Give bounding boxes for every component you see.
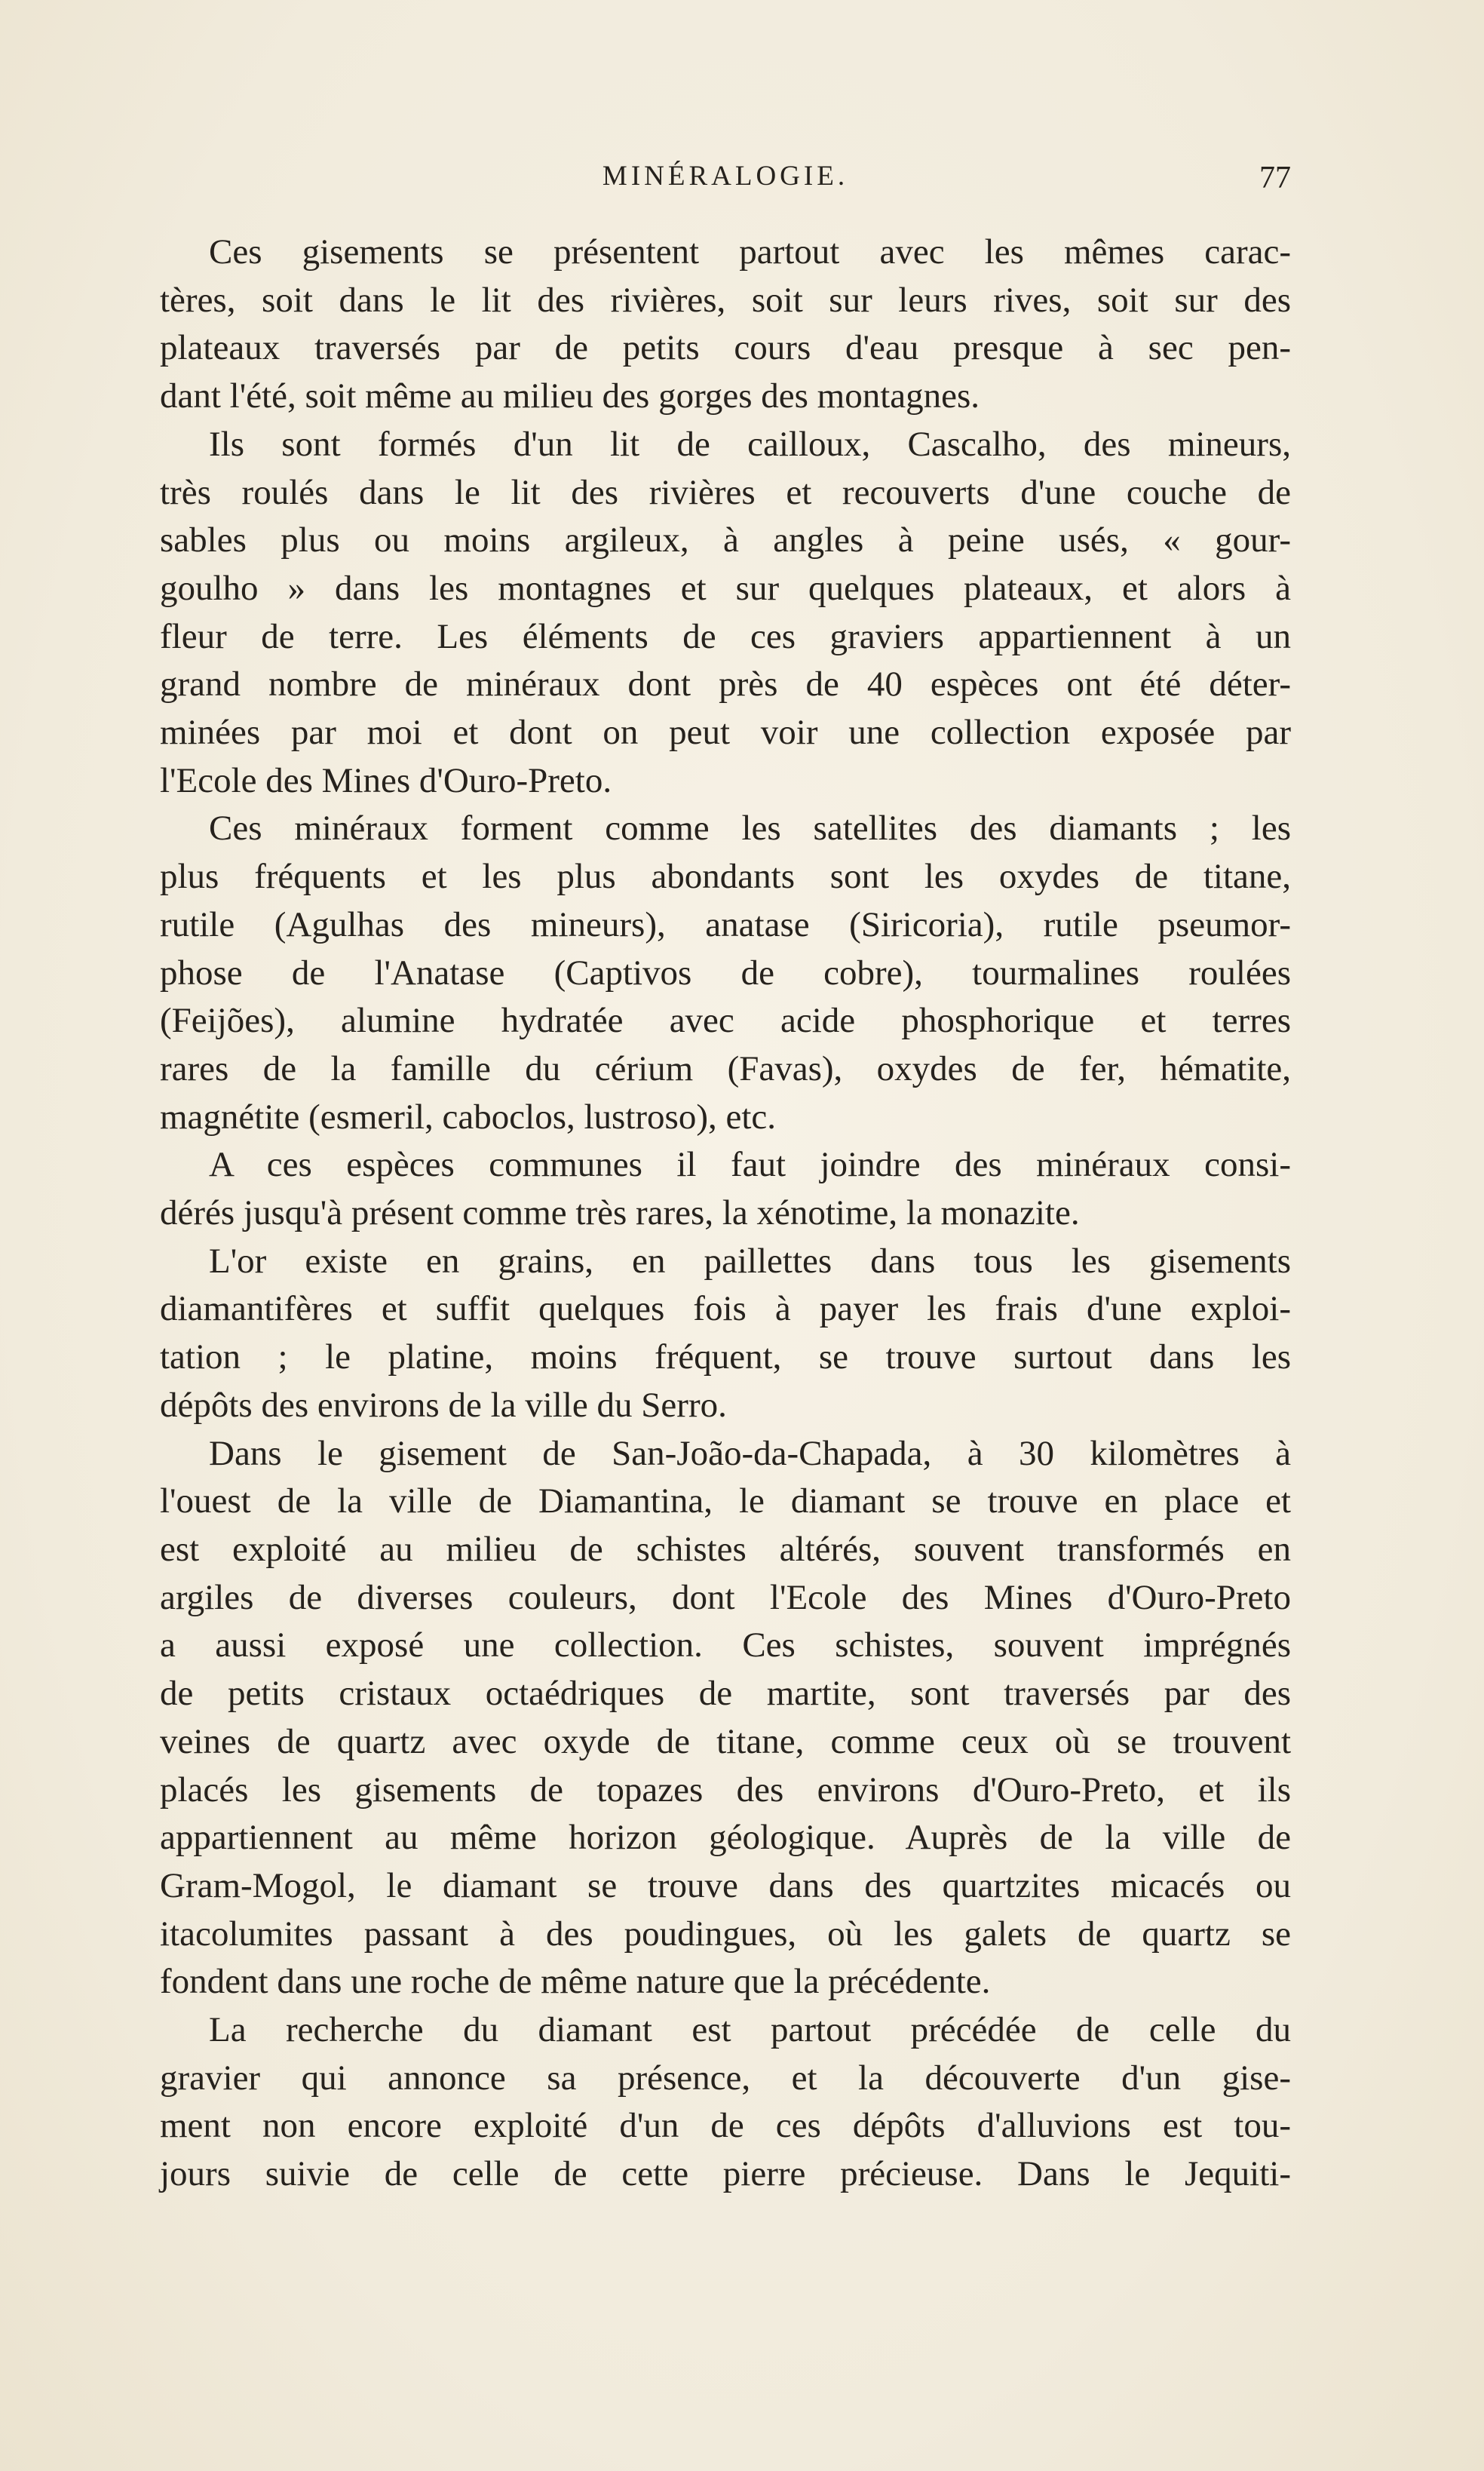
- text-line: a aussi exposé une collection. Ces schistes, souvent imprégnés: [160, 1625, 1291, 1665]
- text-line: diamantifères et suffit quelques fois à payer les frais d'une exploi-: [160, 1289, 1291, 1329]
- text-line: Ils sont formés d'un lit de cailloux, Cascalho, des mineurs,: [209, 424, 1291, 464]
- paragraph: [160, 2006, 1291, 2199]
- text-line: très roulés dans le lit des rivières et recouverts d'une couche de: [160, 472, 1291, 512]
- text-line: dant l'été, soit même au milieu des gorges des montagnes.: [160, 376, 980, 416]
- paragraph: [160, 421, 1291, 806]
- paragraph: [160, 1238, 1291, 1430]
- text-line: A ces espèces communes il faut joindre des minéraux consi-: [209, 1145, 1291, 1185]
- text-line: Ces minéraux forment comme les satellites des diamants ; les: [209, 809, 1291, 849]
- text-line: veines de quartz avec oxyde de titane, comme ceux où se trouvent: [160, 1721, 1291, 1761]
- text-line: goulho » dans les montagnes et sur quelques plateaux, et alors à: [160, 568, 1291, 608]
- text-line: est exploité au milieu de schistes altérés, souvent transformés en: [160, 1529, 1291, 1569]
- text-line: plateaux traversés par de petits cours d'eau presque à sec pen-: [160, 328, 1291, 368]
- page-header: [160, 160, 1291, 205]
- text-line: sables plus ou moins argileux, à angles à peine usés, « gour-: [160, 520, 1291, 560]
- text-line: rutile (Agulhas des mineurs), anatase (Siricoria), rutile pseumor-: [160, 904, 1291, 944]
- text-line: rares de la famille du cérium (Favas), oxydes de fer, hématite,: [160, 1048, 1291, 1088]
- text-line: fondent dans une roche de même nature que la précédente.: [160, 1962, 991, 2002]
- text-line: placés les gisements de topazes des environs d'Ouro-Preto, et ils: [160, 1770, 1291, 1810]
- text-line: grand nombre de minéraux dont près de 40 espèces ont été déter-: [160, 665, 1291, 704]
- text-line: (Feijões), alumine hydratée avec acide phosphorique et terres: [160, 1001, 1291, 1041]
- running-head: MINÉRALOGIE.: [602, 161, 849, 192]
- paragraph: [160, 1141, 1291, 1237]
- text-line: Dans le gisement de San-João-da-Chapada, à 30 kilomètres à: [209, 1433, 1291, 1473]
- text-line: itacolumites passant à des poudingues, où les galets de quartz se: [160, 1914, 1291, 1954]
- text-line: gravier qui annonce sa présence, et la découverte d'un gise-: [160, 2058, 1291, 2098]
- text-line: l'ouest de la ville de Diamantina, le diamant se trouve en place et: [160, 1481, 1291, 1521]
- text-line: argiles de diverses couleurs, dont l'Ecole des Mines d'Ouro-Preto: [160, 1577, 1291, 1617]
- text-line: de petits cristaux octaédriques de martite, sont traversés par des: [160, 1674, 1291, 1714]
- text-line: phose de l'Anatase (Captivos de cobre), tourmalines roulées: [160, 953, 1291, 993]
- text-line: Gram-Mogol, le diamant se trouve dans des quartzites micacés ou: [160, 1865, 1291, 1905]
- text-line: tation ; le platine, moins fréquent, se trouve surtout dans les: [160, 1337, 1291, 1377]
- paragraph: [160, 805, 1291, 1141]
- text-line: appartiennent au même horizon géologique. Auprès de la ville de: [160, 1818, 1291, 1858]
- body-text: [160, 229, 1291, 2199]
- text-line: La recherche du diamant est partout précédée de celle du: [209, 2010, 1291, 2050]
- text-line: dépôts des environs de la ville du Serro.: [160, 1385, 727, 1425]
- paragraph: [160, 229, 1291, 421]
- text-line: l'Ecole des Mines d'Ouro-Preto.: [160, 760, 612, 800]
- text-line: Ces gisements se présentent partout avec les mêmes carac-: [209, 232, 1291, 272]
- paragraph: [160, 1430, 1291, 2006]
- text-line: magnétite (esmeril, caboclos, lustroso), etc.: [160, 1097, 777, 1137]
- text-line: dérés jusqu'à présent comme très rares, la xénotime, la monazite.: [160, 1193, 1080, 1233]
- text-line: minées par moi et dont on peut voir une collection exposée par: [160, 713, 1291, 753]
- text-line: ment non encore exploité d'un de ces dépôts d'alluvions est tou-: [160, 2106, 1291, 2146]
- text-line: plus fréquents et les plus abondants sont les oxydes de titane,: [160, 857, 1291, 897]
- text-line: fleur de terre. Les éléments de ces graviers appartiennent à un: [160, 616, 1291, 656]
- text-line: tères, soit dans le lit des rivières, soit sur leurs rives, soit sur des: [160, 280, 1291, 320]
- text-line: jours suivie de celle de cette pierre précieuse. Dans le Jequiti-: [160, 2154, 1291, 2194]
- page-number: 77: [1259, 161, 1291, 195]
- text-line: L'or existe en grains, en paillettes dans tous les gisements: [209, 1241, 1291, 1281]
